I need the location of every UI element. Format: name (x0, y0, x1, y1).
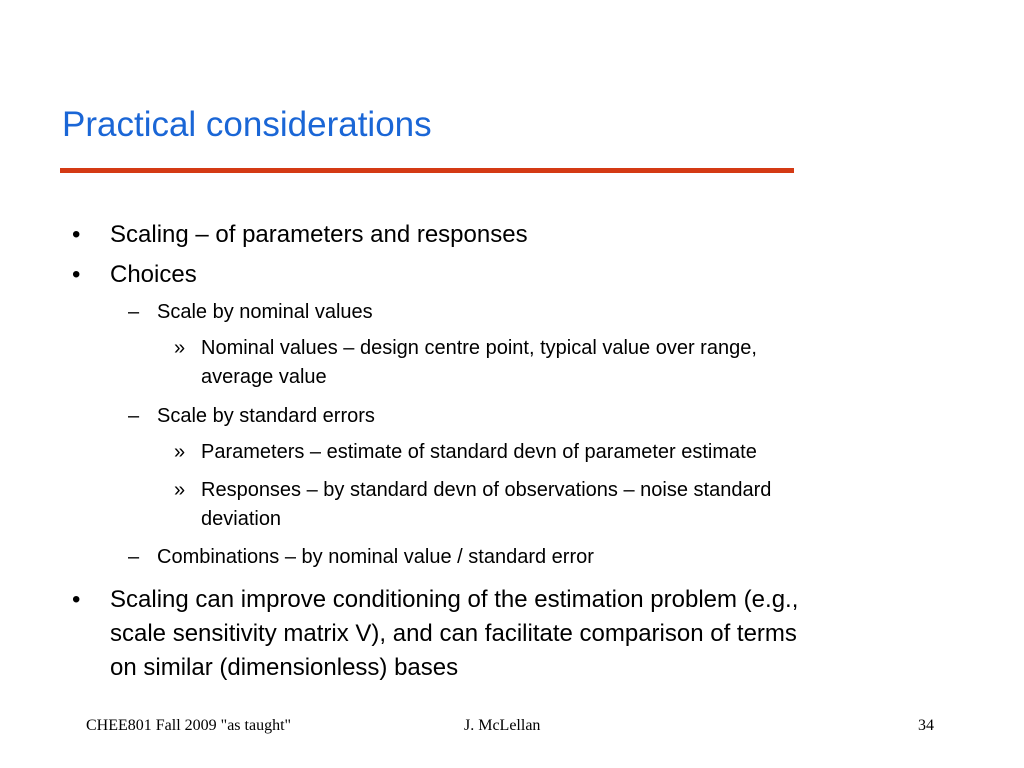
subsubbullet-parameters: Parameters – estimate of standard devn of parameter estimate (201, 441, 757, 463)
subsubbullet-responses-line2: deviation (201, 508, 282, 530)
subsubbullet-responses-line1: Responses – by standard devn of observations – noise standard (201, 479, 772, 501)
subbullet-marker: – (128, 546, 140, 568)
slide-title: Practical considerations (62, 105, 432, 144)
subbullet-standard-errors: Scale by standard errors (157, 405, 375, 427)
subsubbullet-marker: » (174, 441, 186, 463)
subsubbullet-marker: » (174, 479, 186, 501)
subbullet-marker: – (128, 405, 140, 427)
footer-course: CHEE801 Fall 2009 "as taught" (86, 717, 292, 734)
bullet-conditioning-line3: on similar (dimensionless) bases (110, 654, 459, 681)
footer-author: J. McLellan (464, 717, 541, 734)
bullet-scaling: Scaling – of parameters and responses (110, 221, 528, 248)
bullet-marker: • (72, 221, 81, 248)
bullet-marker: • (72, 586, 81, 613)
subsubbullet-marker: » (174, 337, 186, 359)
subbullet-nominal: Scale by nominal values (157, 301, 373, 323)
footer-page-number: 34 (918, 717, 934, 734)
subbullet-marker: – (128, 301, 140, 323)
bullet-conditioning-line1: Scaling can improve conditioning of the estimation problem (e.g., (110, 586, 799, 613)
subsubbullet-nominal-line2: average value (201, 366, 327, 388)
subsubbullet-nominal-line1: Nominal values – design centre point, typical value over range, (201, 337, 757, 359)
bullet-conditioning-line2: scale sensitivity matrix V), and can facilitate comparison of terms (110, 620, 797, 647)
bullet-marker: • (72, 261, 81, 288)
subbullet-combinations: Combinations – by nominal value / standard error (157, 546, 594, 568)
bullet-choices: Choices (110, 261, 197, 288)
